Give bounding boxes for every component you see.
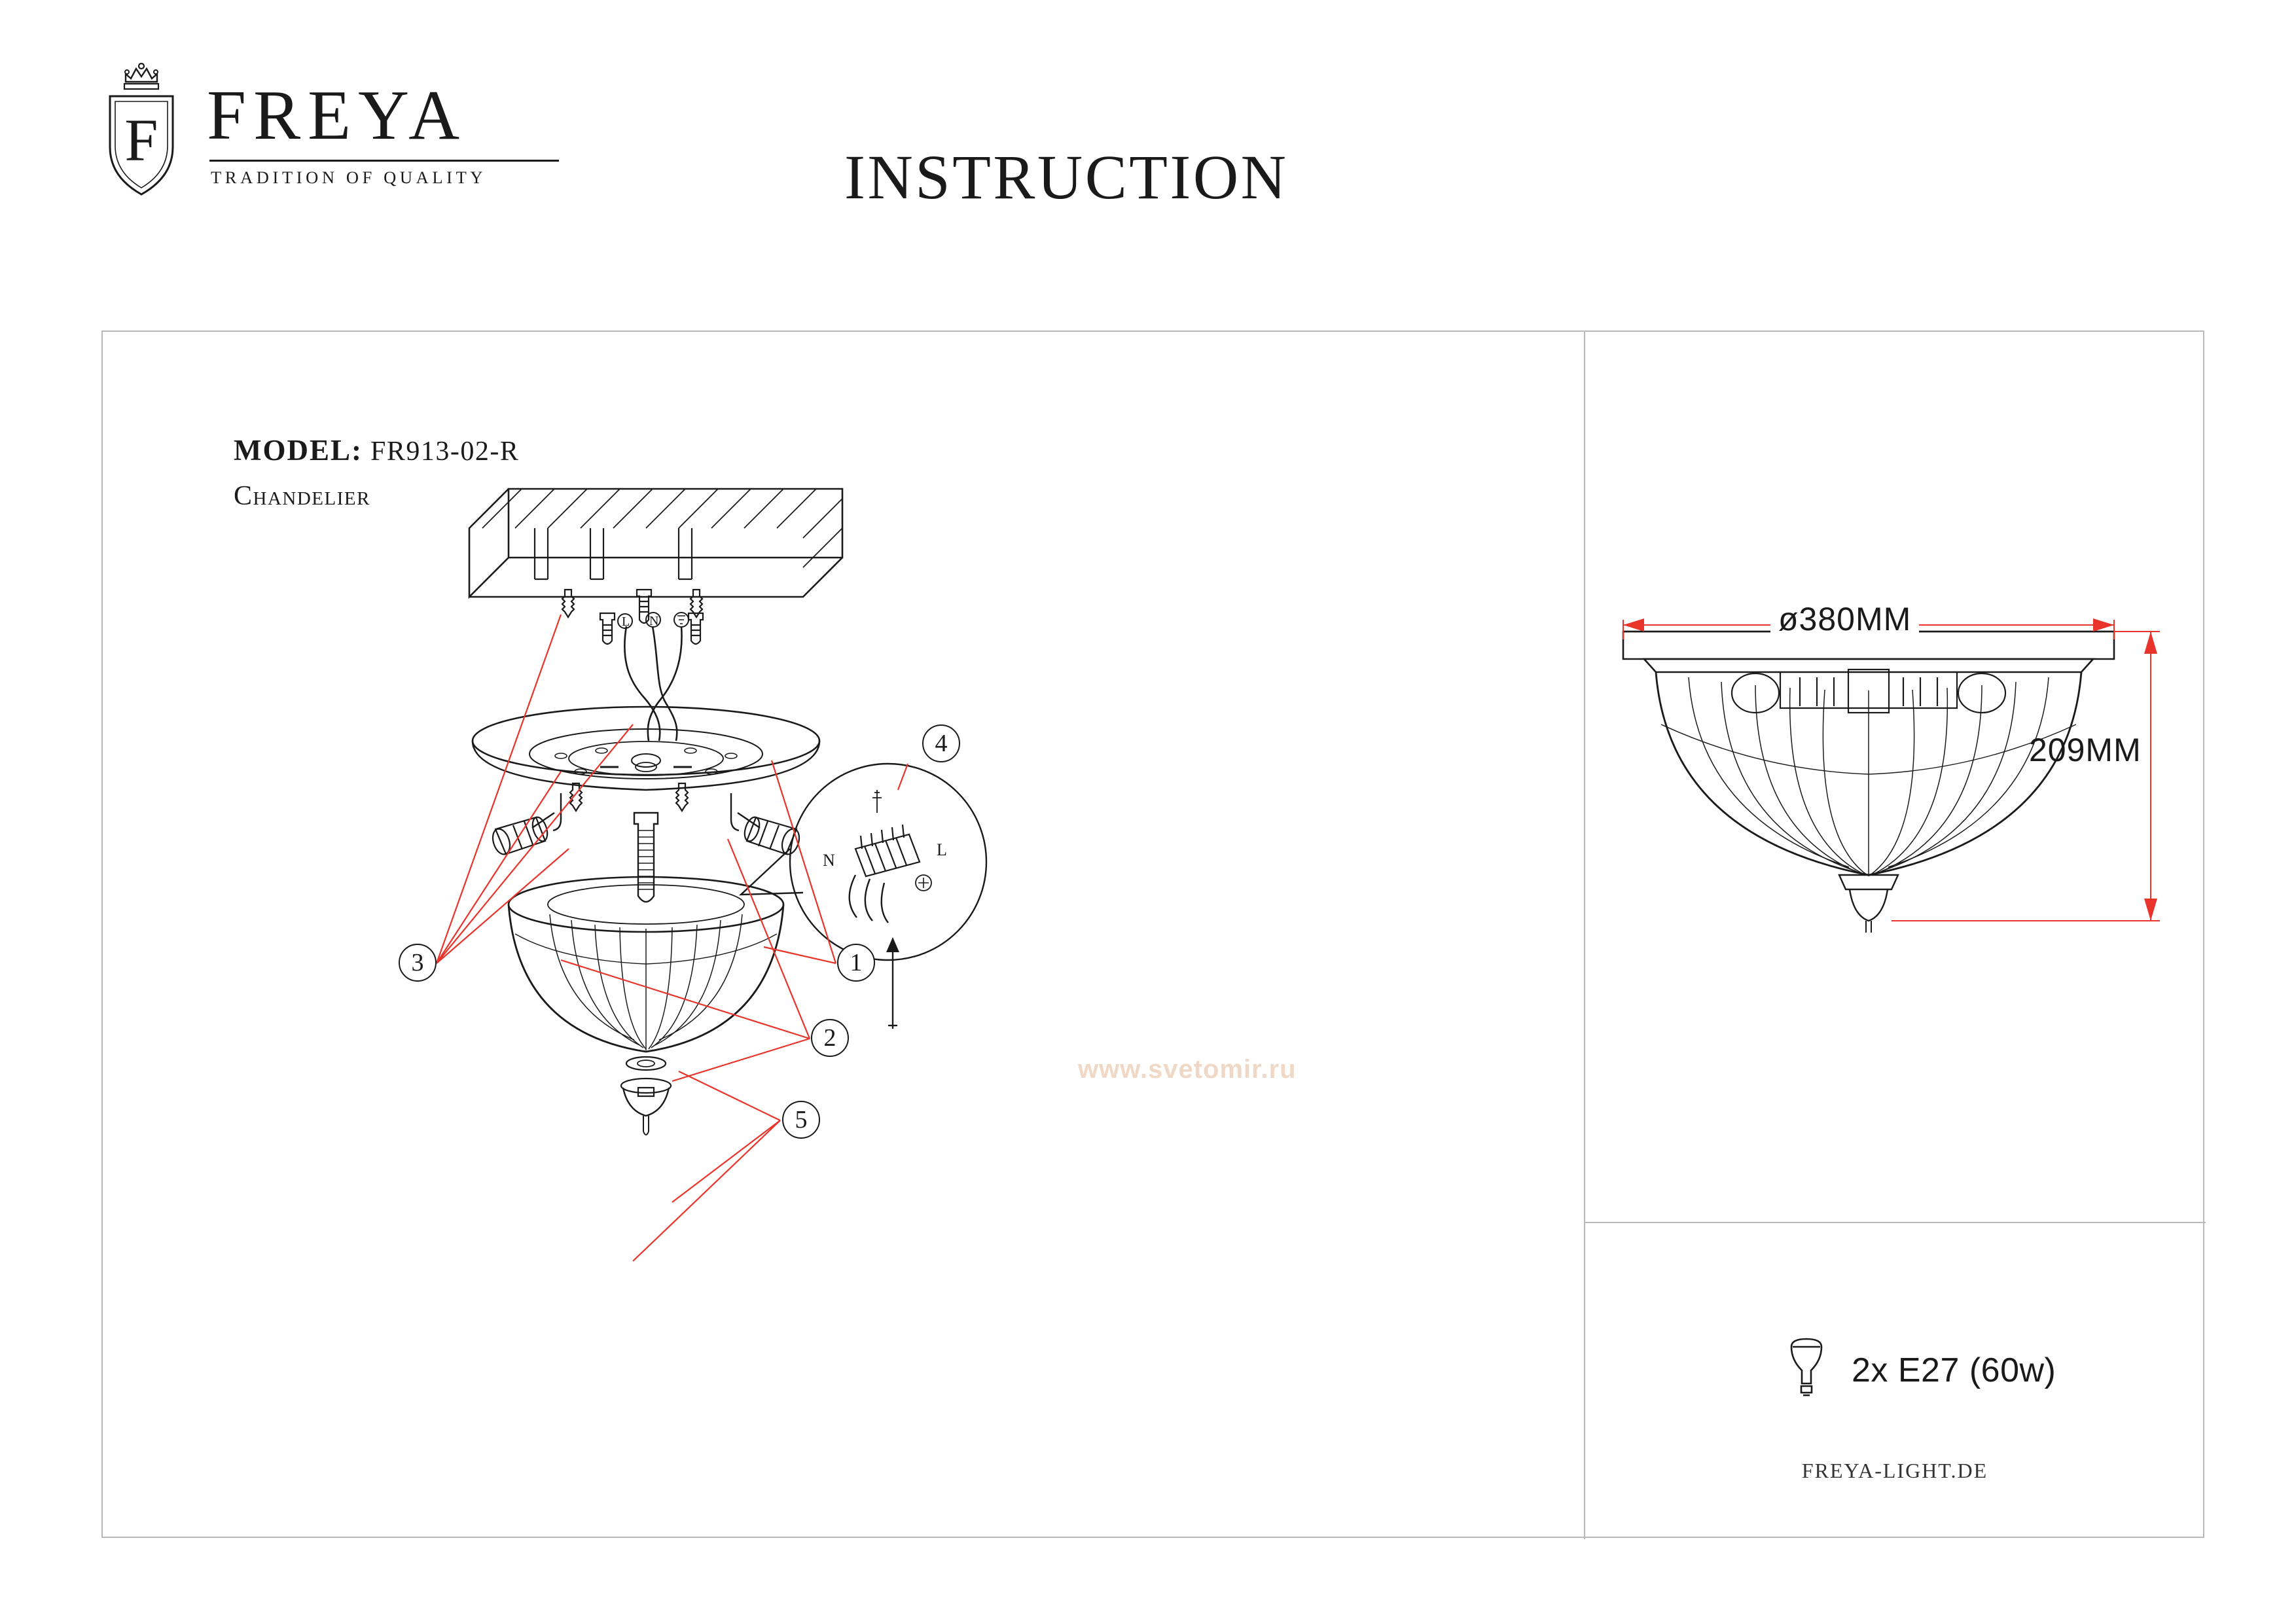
callout-3-number: 3 (411, 949, 424, 976)
dimension-height-label: 209MM (2029, 732, 2142, 768)
brand-divider (209, 160, 559, 162)
brand-logo (98, 62, 559, 200)
svg-text:F: F (124, 107, 158, 173)
product-type: Chandelier (234, 481, 370, 511)
exploded-assembly-diagram (103, 332, 1584, 1539)
callout-2 (811, 1019, 849, 1057)
svg-text:L: L (937, 840, 947, 859)
crest-icon (98, 62, 185, 200)
brand-wordmark (207, 74, 559, 188)
page-title-text: INSTRUCTION (844, 142, 1289, 212)
callout-5 (782, 1101, 820, 1139)
model-label: MODEL: (234, 434, 363, 467)
callout-3 (399, 944, 437, 982)
dimension-width-label: ø380MM (1770, 600, 1919, 638)
lamp-spec-row (1784, 1338, 2056, 1403)
brand-name: FREYA (207, 77, 467, 154)
page-header (0, 0, 2296, 308)
lamp-spec-panel (1584, 1223, 2206, 1539)
dimensions-panel (1584, 332, 2206, 1222)
svg-text:L: L (622, 615, 630, 629)
lamp-spec-text: 2x E27 (60w) (1852, 1351, 2056, 1389)
brand-website: FREYA-LIGHT.DE (1801, 1459, 1988, 1482)
callout-5-number: 5 (795, 1106, 808, 1133)
callout-1-number: 1 (850, 949, 863, 976)
callout-1 (837, 944, 875, 982)
instruction-frame (101, 330, 2204, 1538)
svg-text:N: N (823, 851, 835, 870)
page-title (844, 141, 1288, 213)
brand-tagline: TRADITION OF QUALITY (211, 168, 487, 187)
dimensions-svg (1584, 332, 2206, 1222)
callout-2-number: 2 (823, 1024, 836, 1052)
callout-4-number: 4 (935, 730, 948, 757)
callout-4 (922, 724, 960, 762)
watermark: www.svetomir.ru (1078, 1055, 1297, 1084)
bulb-icon (1784, 1338, 1829, 1403)
model-code: FR913-02-R (370, 437, 520, 467)
assembly-svg (103, 332, 1584, 1539)
svg-text:N: N (649, 614, 659, 628)
